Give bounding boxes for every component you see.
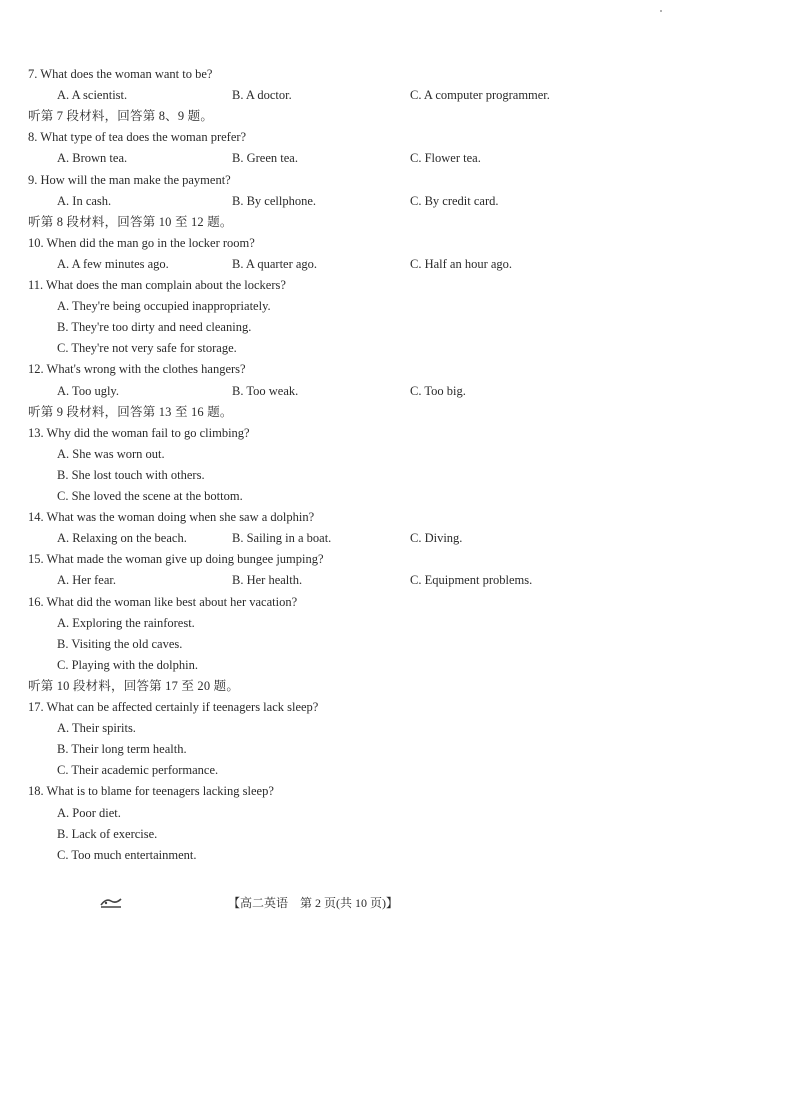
option-b: B. Sailing in a boat. (232, 531, 332, 546)
option-line (0, 613, 800, 634)
option-text: A. Exploring the rainforest. (57, 615, 195, 630)
question-line (0, 170, 800, 191)
section-instruction (0, 402, 800, 423)
option-line (0, 760, 800, 781)
section-instruction (0, 106, 800, 127)
options-row (0, 191, 800, 212)
question-text: 7. What does the woman want to be? (28, 67, 213, 81)
option-line (0, 824, 800, 845)
option-c: C. Flower tea. (410, 151, 481, 166)
option-text: C. Playing with the dolphin. (57, 657, 198, 672)
option-c: C. By credit card. (410, 193, 499, 208)
option-a: A. Her fear. (57, 573, 116, 588)
question-text: 13. Why did the woman fail to go climbing? (28, 425, 250, 440)
publisher-logo-icon (100, 896, 122, 908)
question-text: 9. How will the man make the payment? (28, 172, 231, 187)
option-b: B. Green tea. (232, 151, 298, 166)
option-line (0, 718, 800, 739)
option-c: C. Equipment problems. (410, 573, 533, 588)
option-line (0, 739, 800, 760)
option-a: A. Too ugly. (57, 383, 119, 398)
option-text: A. She was worn out. (57, 446, 165, 461)
option-text: C. Their academic performance. (57, 763, 219, 778)
question-text: 14. What was the woman doing when she saw a dolphin? (28, 510, 315, 525)
question-text: 15. What made the woman give up doing bungee jumping? (28, 552, 324, 567)
option-b: B. Too weak. (232, 383, 299, 398)
option-line (0, 803, 800, 824)
section-instruction-text: 听第 9 段材料，回答第 13 至 16 题。 (28, 404, 233, 419)
question-text: 16. What did the woman like best about her vacation? (28, 594, 298, 609)
option-b: B. A doctor. (232, 88, 292, 103)
option-line (0, 465, 800, 486)
question-line (0, 359, 800, 380)
option-text: B. Visiting the old caves. (57, 636, 183, 651)
question-line (0, 697, 800, 718)
option-text: A. Their spirits. (57, 721, 136, 736)
option-c: C. A computer programmer. (410, 88, 550, 103)
option-text: A. Poor diet. (57, 805, 121, 820)
question-text: 8. What type of tea does the woman prefer? (28, 130, 247, 145)
options-row (0, 528, 800, 549)
page-footer (0, 892, 800, 914)
option-a: A. A few minutes ago. (57, 256, 169, 271)
option-text: C. Too much entertainment. (57, 847, 197, 862)
option-line (0, 444, 800, 465)
option-text: B. They're too dirty and need cleaning. (57, 320, 252, 335)
option-line (0, 317, 800, 338)
options-row (0, 570, 800, 591)
option-text: B. Their long term health. (57, 742, 187, 757)
question-line (0, 592, 800, 613)
option-line (0, 634, 800, 655)
option-a: A. Relaxing on the beach. (57, 531, 187, 546)
option-line (0, 655, 800, 676)
option-c: C. Diving. (410, 531, 463, 546)
section-instruction-text: 听第 7 段材料，回答第 8、9 题。 (28, 109, 214, 124)
question-text: 18. What is to blame for teenagers lacking sleep? (28, 784, 274, 799)
question-text: 10. When did the man go in the locker room? (28, 235, 255, 250)
option-b: B. Her health. (232, 573, 303, 588)
question-line (0, 781, 800, 802)
question-text: 12. What's wrong with the clothes hangers? (28, 362, 246, 377)
question-line (0, 507, 800, 528)
option-a: A. Brown tea. (57, 151, 128, 166)
question-line (0, 275, 800, 296)
scan-speck (660, 10, 662, 12)
options-row (0, 85, 800, 106)
option-text: B. Lack of exercise. (57, 826, 158, 841)
option-text: C. They're not very safe for storage. (57, 341, 237, 356)
page-number-label: 【高二英语 第 2 页(共 10 页)】 (228, 896, 398, 910)
option-a: A. In cash. (57, 193, 112, 208)
options-row (0, 148, 800, 169)
option-line (0, 845, 800, 866)
question-line (0, 127, 800, 148)
option-line (0, 296, 800, 317)
option-c: C. Half an hour ago. (410, 256, 513, 271)
options-row (0, 254, 800, 275)
option-text: A. They're being occupied inappropriately. (57, 299, 271, 314)
section-instruction-text: 听第 10 段材料，回答第 17 至 20 题。 (28, 678, 240, 693)
section-instruction (0, 676, 800, 697)
option-c: C. Too big. (410, 383, 466, 398)
option-b: B. A quarter ago. (232, 256, 318, 271)
question-text: 17. What can be affected certainly if teenagers lack sleep? (28, 700, 319, 714)
question-line (0, 423, 800, 444)
options-row (0, 381, 800, 402)
section-instruction (0, 212, 800, 233)
option-line (0, 338, 800, 359)
question-text: 11. What does the man complain about the lockers? (28, 278, 286, 292)
section-instruction-text: 听第 8 段材料，回答第 10 至 12 题。 (28, 214, 233, 229)
option-line (0, 486, 800, 507)
question-line (0, 233, 800, 254)
option-a: A. A scientist. (57, 88, 128, 103)
question-line (0, 549, 800, 570)
question-line (0, 64, 800, 85)
option-text: C. She loved the scene at the bottom. (57, 489, 243, 503)
option-text: B. She lost touch with others. (57, 467, 205, 482)
option-b: B. By cellphone. (232, 193, 317, 208)
